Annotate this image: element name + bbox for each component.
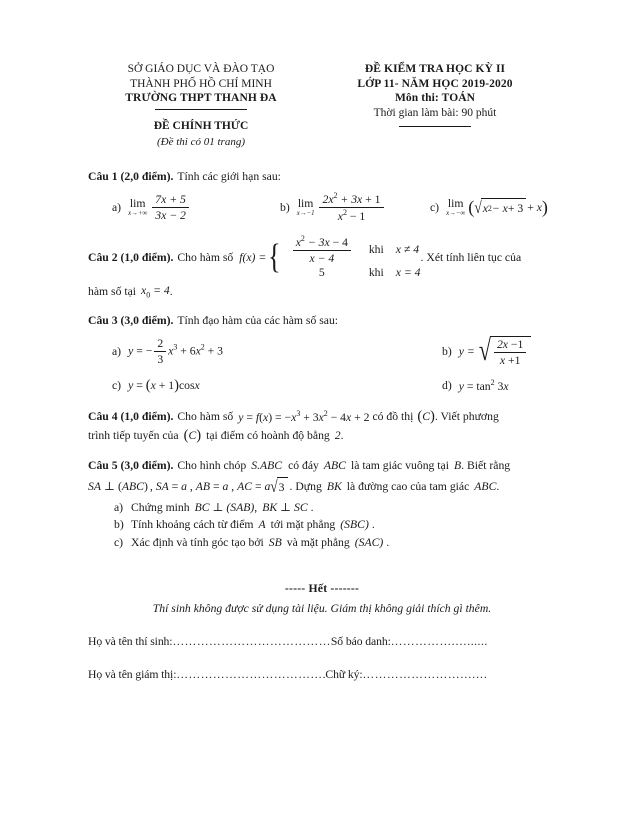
q5a-tag: a) [114, 500, 124, 514]
q5-radicand-3: 3 [277, 477, 288, 496]
q5-line1-d: . Biết rằng [461, 458, 511, 472]
student-name-blank[interactable]: ………………………………… [172, 635, 331, 648]
q2-case-1-fraction [293, 235, 351, 265]
q1c-square-root [474, 198, 526, 217]
end-dash-left: ----- [284, 582, 309, 595]
question-5-line-1 [88, 457, 556, 474]
q4-line2-b: tại điểm có hoành độ bằng [206, 429, 330, 443]
q3a-fraction: $\frac{2}{3}$ [154, 337, 166, 366]
q4-line2-a: trình tiếp tuyến của [88, 429, 179, 443]
question-1-label: Câu 1 (2,0 điểm). [88, 170, 174, 183]
perpendicular-icon: ⊥ [103, 479, 115, 493]
q1a-numerator: 7x + 5 [155, 192, 186, 206]
q3c-tag: c) [112, 378, 122, 392]
q5-line2-d: là đường cao của tam giác [346, 479, 470, 493]
department-line-2: THÀNH PHỐ HỒ CHÍ MINH [130, 77, 272, 90]
proctor-name-label: Họ và tên giám thị: [88, 668, 177, 681]
q5b-end: . [371, 518, 375, 532]
q2-case-1-numerator: $x^2 - 3x - 4$ [295, 234, 348, 249]
question-4-label: Câu 4 (1,0 điểm). [88, 409, 174, 423]
question-3-label: Câu 3 (3,0 điểm). [88, 314, 174, 328]
q5b-math-2: (SBC) [340, 518, 369, 532]
question-2-line-2 [88, 282, 556, 301]
q5c-end: . [386, 536, 390, 550]
exam-grade-year: LỚP 11- NĂM HỌC 2019-2020 [357, 77, 513, 90]
question-2-prompt: Cho hàm số [177, 251, 234, 265]
q4-text-c: . Viết phương [434, 409, 499, 423]
question-3 [88, 312, 556, 394]
q5c-math-1: SB [268, 536, 282, 550]
department-line-1: SỞ GIÁO DỤC VÀ ĐÀO TẠO [127, 63, 275, 75]
q3b-lhs: y = [458, 345, 475, 359]
q5a-end: . [310, 500, 314, 514]
q5a-math-2: BK ⊥ SC [262, 500, 308, 514]
q1b-limit-operator: lim x→−1 [296, 196, 315, 217]
q3b-numerator: 2x −1 [496, 338, 524, 352]
q2-case-2-value: 5 [318, 266, 325, 280]
question-3-part-a [88, 337, 442, 366]
question-4-line-1 [88, 408, 556, 426]
q2-case-1-value [285, 235, 359, 265]
question-5-label: Câu 5 (3,0 điểm). [88, 458, 174, 472]
exam-info-block [314, 62, 556, 127]
question-5 [88, 457, 556, 553]
q5b-tag: b) [114, 518, 124, 532]
q5b-mid: tới mặt phẳng [270, 518, 336, 532]
signature-blank[interactable]: ……………………….… [362, 668, 488, 681]
document-header [88, 62, 556, 149]
q5-triangle: ABC [474, 479, 497, 493]
question-2-line-1 [88, 235, 556, 280]
q3b-square-root [479, 336, 532, 367]
q3d-expression: $y = \tan^2 3x$ [458, 377, 509, 393]
q1b-numerator: $2x^2 + 3x + 1$ [322, 191, 381, 206]
q1b-limit-subscript: x→−1 [296, 209, 315, 217]
q2-case-2-condition: x = 4 [395, 266, 421, 280]
q5c-tag: c) [114, 536, 124, 550]
left-brace-icon: { [268, 238, 281, 277]
q3b-tag: b) [442, 345, 452, 359]
question-4 [88, 408, 556, 445]
q1a-limit-operator: lim x→+∞ [128, 196, 148, 217]
q5-line2-e: . [496, 479, 500, 493]
q4-expression: $y = f(x) = -x^3 + 3x^2 - 4x + 2$ [238, 408, 370, 424]
question-1-part-a [88, 193, 280, 222]
q5b-text: Tính khoảng cách từ điểm [131, 518, 254, 532]
q1c-close-paren: ) [541, 197, 548, 218]
q3b-radicand [490, 336, 531, 367]
q1c-limit-operator: lim x→−∞ [446, 196, 466, 217]
question-3-row-2 [88, 377, 556, 395]
question-4-line-2 [88, 427, 556, 444]
radical-icon: √ [474, 197, 482, 217]
question-5-subitems [88, 499, 556, 552]
q1a-tag: a) [112, 201, 122, 215]
q5-lengths: , SA = a , AB = a , AC = a [149, 479, 271, 493]
q2-case-1-denominator: x − 4 [293, 250, 351, 265]
question-1-heading [88, 168, 556, 185]
q4-curve-label: (C) [417, 408, 435, 425]
school-block [88, 62, 314, 149]
q2-period: . [169, 285, 173, 299]
question-2 [88, 235, 556, 301]
page-count-note: (Đề thi có 01 trang) [157, 135, 245, 148]
q5-base: ABC [323, 458, 346, 472]
q2-function-name: f(x) = [239, 251, 267, 265]
document-footer [88, 582, 556, 681]
q5-line1-a: Cho hình chóp [177, 458, 247, 472]
question-1-parts [88, 192, 556, 223]
student-name-label: Họ và tên thí sinh: [88, 635, 173, 648]
q5c-text: Xác định và tính góc tạo bởi [131, 536, 264, 550]
q5c-mid: và mặt phẳng [286, 536, 350, 550]
q5-perp-condition: SA [88, 479, 101, 493]
q2-case-1-condition: x ≠ 4 [395, 243, 420, 257]
q5-plane-abc: (ABC) [117, 479, 148, 493]
q1c-plus-x: + x [527, 201, 542, 215]
q5-bk: BK [326, 479, 342, 493]
question-3-row-1 [88, 336, 556, 367]
q5c-math-2: (SAC) [354, 536, 384, 550]
question-1-part-c [430, 198, 548, 217]
end-marker [88, 582, 556, 595]
signature-label: .Chữ ký: [322, 668, 363, 681]
question-3-heading [88, 312, 556, 329]
q1c-tag: c) [430, 201, 440, 215]
question-5-line-2 [88, 477, 556, 496]
q5-pyramid: S.ABC [251, 458, 283, 472]
official-exam-label: ĐỀ CHÍNH THỨC [153, 120, 249, 133]
q4-text-a: Cho hàm số [177, 409, 234, 423]
question-1 [88, 168, 556, 223]
q5-line2-c: . Dựng [289, 479, 322, 493]
exam-subject: Môn thi: TOÁN [394, 92, 476, 105]
q5b-math-1: A [258, 518, 266, 532]
header-right-rule [399, 126, 471, 127]
q3a-expression: y = − $\frac{2}{3}$ $x^3 + 6x^2 + 3$ [128, 337, 224, 367]
q1b-fraction [319, 192, 383, 223]
q4-period: . [340, 429, 344, 443]
question-2-label: Câu 2 (1,0 điểm). [88, 251, 174, 265]
q5-item-a [114, 499, 556, 517]
proctor-name-blank[interactable]: ……………………………… [176, 668, 323, 681]
q2-case-2-khi: khi [368, 266, 384, 280]
proctor-info-line [88, 668, 556, 681]
q5a-math-1: BC ⊥ (SAB) [194, 500, 255, 514]
exam-title: ĐỀ KIỂM TRA HỌC KỲ II [364, 63, 506, 75]
q3d-tag: d) [442, 378, 452, 392]
q2-line2-text: hàm số tại [88, 285, 137, 299]
q2-cases [285, 235, 421, 280]
q4-line2-curve: (C) [183, 428, 202, 445]
q5-item-b [114, 516, 556, 534]
question-3-part-b [442, 336, 531, 367]
end-label: Hết [308, 582, 328, 595]
question-1-part-b [280, 192, 430, 223]
question-3-part-c [88, 377, 442, 394]
q5a-text: Chứng minh [131, 500, 190, 514]
end-dash-right: ------- [327, 582, 360, 595]
q2-piecewise [266, 235, 420, 280]
q3b-denominator: x +1 [494, 352, 526, 367]
q4-text-b: có đồ thị [372, 409, 414, 423]
question-1-prompt: Tính các giới hạn sau: [177, 170, 281, 183]
q5-vertex: B [453, 458, 462, 472]
q3c-expression: y = (x + 1)cosx [128, 377, 200, 394]
student-id-blank[interactable]: …………….…...... [390, 635, 488, 648]
q2-tail: . Xét tính liên tục của [420, 251, 522, 265]
q2-x0-value: $x_0 = 4$ [141, 284, 170, 300]
q2-case-2 [285, 265, 421, 280]
q5-sqrt-3 [270, 477, 287, 496]
q2-case-1 [285, 235, 421, 265]
q3b-fraction [494, 338, 526, 367]
q1c-limit-subscript: x→−∞ [446, 209, 466, 217]
exam-duration: Thời gian làm bài: 90 phút [373, 107, 497, 120]
q1a-denominator: 3x − 2 [152, 207, 189, 222]
radical-icon: √ [478, 334, 491, 368]
q5-line1-c: là tam giác vuông tại [350, 458, 449, 472]
q5-item-c [114, 534, 556, 552]
question-3-prompt: Tính đạo hàm của các hàm số sau: [177, 314, 339, 328]
question-3-part-d [442, 377, 509, 395]
q1a-limit-subscript: x→+∞ [128, 209, 148, 217]
school-name: TRƯỜNG THPT THANH ĐA [125, 92, 277, 105]
student-id-label: Số báo danh: [330, 635, 391, 648]
header-left-rule [155, 109, 247, 110]
q5-line1-b: có đáy [288, 458, 319, 472]
q1b-tag: b) [280, 201, 290, 215]
q1c-open-paren: ( [468, 197, 475, 218]
q5a-sep: , [254, 500, 258, 514]
q4-value: 2 [334, 429, 341, 443]
q2-case-1-khi: khi [368, 243, 384, 257]
radical-icon: √ [270, 476, 278, 496]
q1b-denominator: $x^2 - 1$ [319, 207, 383, 223]
q1a-fraction [152, 193, 189, 222]
exam-notice: Thí sinh không được sử dụng tài liệu. Giám thị không giải thích gì thêm. [152, 602, 492, 615]
exam-body [88, 168, 556, 553]
q3a-tag: a) [112, 345, 122, 359]
student-info-line [88, 635, 556, 648]
q1c-radicand: x 2 − x + 3 [481, 198, 527, 217]
